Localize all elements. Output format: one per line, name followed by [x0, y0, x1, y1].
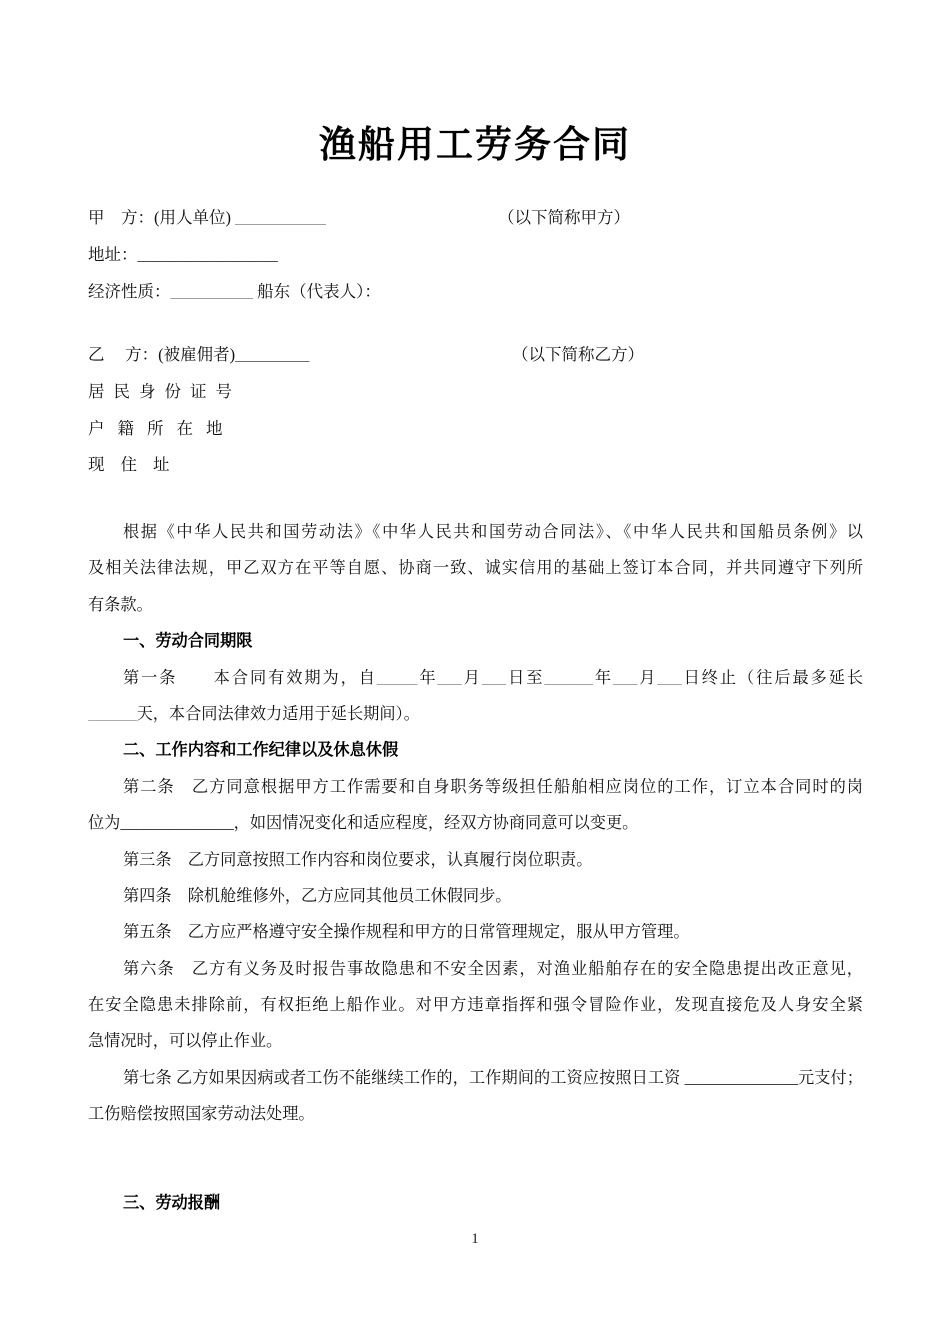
month-label: 月	[461, 668, 482, 687]
party-a-alias-note: （以下简称甲方）	[498, 208, 630, 227]
clause-7-line-1: 第七条 乙方如果因病或者工伤不能继续工作的，工作期间的工资应按照日工资 ______________元支付；	[123, 1068, 863, 1087]
clause-1-line-2	[88, 696, 863, 732]
section-1-heading: 一、劳动合同期限	[123, 632, 253, 651]
preamble-line-2: 及相关法律法规，甲乙双方在平等自愿、协商一致、诚实信用的基础上签订本合同，并共同遵守下列所	[88, 559, 863, 578]
ship-owner-label: 船东（代表人）：	[253, 281, 381, 301]
party-b-label: 乙 方：(被雇佣者)	[88, 345, 236, 364]
extension-days-blank: ______	[88, 704, 137, 723]
section-3-heading: 三、劳动报酬	[123, 1194, 221, 1212]
id-number-label: 居民身份证号	[88, 381, 241, 401]
document-title: 渔船用工劳务合同	[319, 125, 631, 166]
preamble-line-3: 有条款。	[88, 595, 153, 614]
clause-4-line: 第四条 除机舱维修外，乙方应同其他员工休假同步。	[123, 886, 512, 905]
page-number: 1	[471, 1231, 479, 1247]
economic-nature-blank: __________	[170, 281, 253, 301]
clause-3-line: 第三条 乙方同意按照工作内容和岗位要求，认真履行岗位职责。	[123, 850, 593, 869]
party-a-section	[88, 200, 863, 310]
year-blank: _____	[376, 668, 418, 687]
party-b-alias-note: （以下简称乙方）	[512, 345, 644, 364]
address-blank: _________________	[137, 244, 278, 264]
section-2-heading: 二、工作内容和工作纪律以及休息休假	[123, 741, 399, 760]
party-a-line	[88, 200, 863, 237]
year-label: 年	[417, 668, 438, 687]
clause-2-line-1: 第二条 乙方同意根据甲方工作需要和自身职务等级担任船舶相应岗位的工作，订立本合同时的岗	[123, 777, 863, 796]
month-blank: ___	[437, 668, 462, 687]
day-blank: ___	[481, 668, 507, 687]
clause-6-line-3: 急情况时，可以停止作业。	[88, 1032, 283, 1051]
end-month-label: 月	[637, 668, 658, 687]
clause-7-line-2: 工伤赔偿按照国家劳动法处理。	[88, 1105, 315, 1124]
until-label: 日至	[506, 668, 545, 687]
economic-nature-label: 经济性质：	[88, 281, 171, 301]
party-a-address-line	[88, 237, 863, 274]
clause-1-line-1	[88, 660, 863, 696]
registered-residence-label: 户籍所在地	[88, 418, 236, 438]
clause-6-line-1: 第六条 乙方有义务及时报告事故隐患和不安全因素，对渔业船舶存在的安全隐患提出改正意见，	[123, 959, 863, 978]
party-a-label: 甲 方：(用人单位)	[88, 208, 236, 227]
end-year-label: 年	[592, 668, 614, 687]
clause-5-line: 第五条 乙方应严格遵守安全操作规程和甲方的日常管理规定，服从甲方管理。	[123, 923, 690, 942]
clause-1-line-2-text: 天，本合同法律效力适用于延长期间）。	[136, 704, 420, 723]
clause-1-tail: 日终止（往后最多延长	[681, 668, 863, 687]
clause-2-line-2: 位为______________，如因情况变化和适应程度，经双方协商同意可以变更。	[88, 814, 639, 833]
preamble-line-1: 根据《中华人民共和国劳动法》《中华人民共和国劳动合同法》、《中华人民共和国船员条例》以	[123, 523, 863, 541]
party-a-economic-line	[88, 274, 863, 311]
section-3-heading-block	[88, 1185, 863, 1221]
end-month-blank: ___	[613, 668, 638, 687]
address-label: 地址：	[88, 244, 138, 264]
contract-body	[88, 514, 863, 1133]
clause-1-text: 第一条 本合同有效期为，自	[123, 668, 377, 687]
party-a-name-blank: ___________	[235, 208, 326, 227]
current-address-label: 现住址	[88, 455, 186, 475]
end-year-blank: ______	[544, 668, 593, 687]
end-day-blank: ___	[657, 668, 682, 687]
party-b-line	[88, 337, 863, 374]
party-b-name-blank: _________	[235, 345, 310, 364]
clause-6-line-2: 在安全隐患未排除前，有权拒绝上船作业。对甲方违章指挥和强令冒险作业，发现直接危及人身安全紧	[88, 996, 863, 1015]
party-b-section	[88, 337, 863, 484]
